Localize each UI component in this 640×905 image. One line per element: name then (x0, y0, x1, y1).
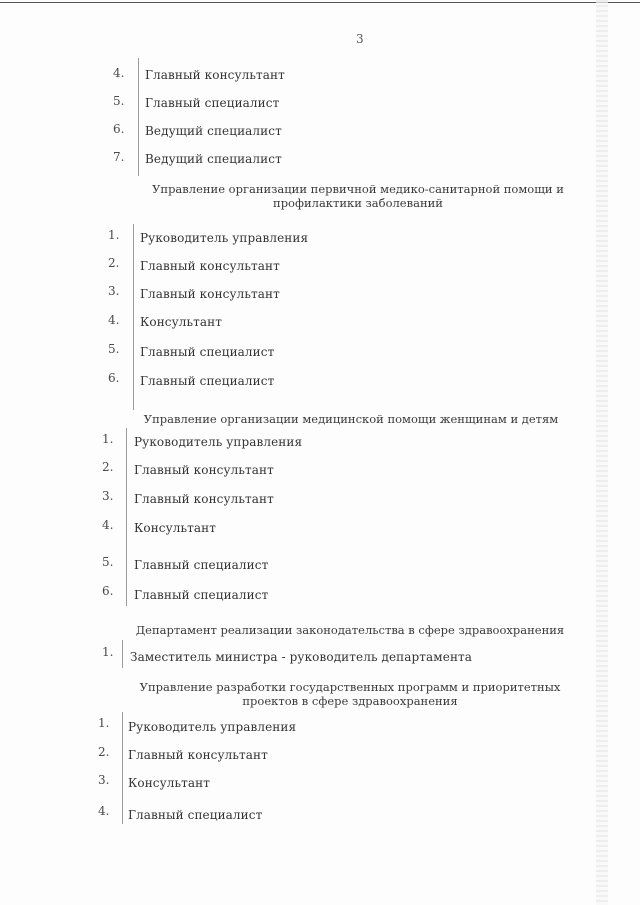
row-number: 2. (98, 745, 110, 759)
position-title: Главный специалист (145, 96, 280, 110)
position-title: Главный консультант (145, 68, 285, 82)
column-divider (122, 640, 123, 668)
row-number: 6. (102, 584, 114, 598)
row-number: 3. (102, 489, 114, 503)
row-number: 2. (108, 256, 120, 270)
row-number: 5. (113, 94, 125, 108)
row-number: 4. (98, 804, 110, 818)
section-header-line: профилактики заболеваний (273, 196, 443, 210)
position-title: Главный специалист (134, 558, 269, 572)
position-title: Заместитель министра - руководитель департамента (130, 650, 473, 664)
row-number: 7. (113, 150, 125, 164)
row-number: 1. (102, 645, 114, 659)
position-title: Главный консультант (134, 463, 274, 477)
row-number: 6. (113, 122, 125, 136)
position-title: Главный консультант (140, 287, 280, 301)
row-number: 2. (102, 460, 114, 474)
section-header: Департамент реализации законодательства в сфере здравоохранения (135, 623, 565, 637)
row-number: 1. (98, 716, 110, 730)
column-divider (133, 224, 134, 410)
position-title: Ведущий специалист (145, 124, 282, 138)
position-title: Консультант (128, 776, 210, 790)
position-title: Консультант (140, 315, 222, 329)
section-header-line: Управление организации первичной медико-санитарной помощи и (152, 182, 564, 196)
section-header (140, 182, 576, 210)
row-number: 1. (108, 228, 120, 242)
position-title: Главный консультант (140, 259, 280, 273)
position-title: Главный специалист (140, 374, 275, 388)
row-number: 4. (108, 313, 120, 327)
section-header: Управление организации медицинской помощи женщинам и детям (143, 412, 559, 426)
position-title: Руководитель управления (134, 435, 303, 449)
position-title: Главный специалист (134, 588, 269, 602)
row-number: 5. (102, 555, 114, 569)
page-number: 3 (356, 32, 364, 46)
row-number: 1. (102, 432, 114, 446)
position-title: Главный специалист (128, 808, 263, 822)
position-title: Руководитель управления (128, 720, 297, 734)
column-divider (122, 712, 123, 824)
row-number: 4. (113, 66, 125, 80)
row-number: 4. (102, 518, 114, 532)
position-title: Консультант (134, 521, 216, 535)
position-title: Главный консультант (128, 748, 268, 762)
row-number: 6. (108, 371, 120, 385)
section-header (120, 680, 580, 708)
position-title: Главный специалист (140, 345, 275, 359)
scan-edge-artifact (596, 0, 608, 905)
section-header-line: Управление разработки государственных программ и приоритетных (139, 680, 561, 694)
row-number: 5. (108, 342, 120, 356)
row-number: 3. (108, 284, 120, 298)
position-title: Ведущий специалист (145, 152, 282, 166)
row-number: 3. (98, 773, 110, 787)
position-title: Руководитель управления (140, 231, 309, 245)
section-header-line: проектов в сфере здравоохранения (242, 694, 458, 708)
position-title: Главный консультант (134, 492, 274, 506)
column-divider (126, 428, 127, 606)
column-divider (138, 58, 139, 176)
top-border-line (0, 2, 640, 3)
